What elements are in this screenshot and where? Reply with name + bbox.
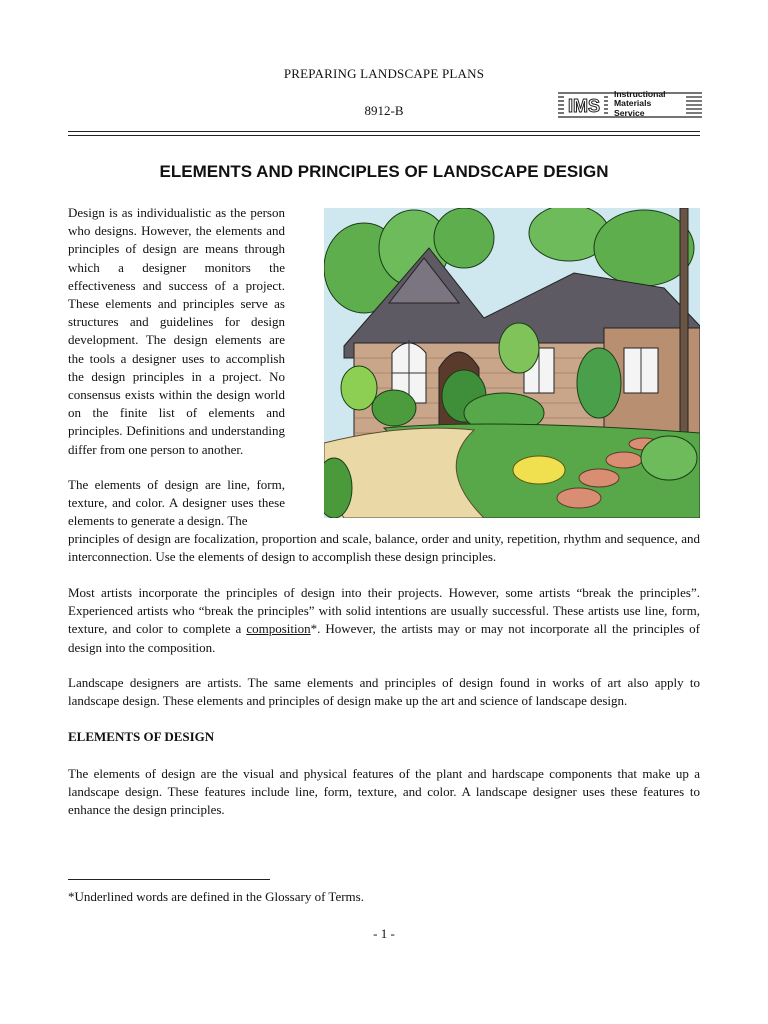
glossary-term-composition: composition [246, 621, 311, 637]
elements-paragraph-start: The elements of design are line, form, texture, and color. A designer uses these elements to generate a design. The [68, 477, 285, 529]
page-title: ELEMENTS AND PRINCIPLES OF LANDSCAPE DESIGN [159, 162, 609, 181]
logo-line-1: Instructional [614, 89, 666, 99]
page-number: - 1 - [373, 926, 395, 941]
artists-paragraph [68, 584, 700, 657]
artists-text-1: Most artists incorporate the principles of design into their projects. However, some artists “break the principles”. Experienced artists who “break the principles” with solid intentions are usually successful. These artists use line, form, texture, and color to complete a [68, 585, 700, 637]
section-heading-elements: ELEMENTS OF DESIGN [68, 729, 215, 744]
artists-text-2: *. However, the artists may or may not incorporate all the principles of design into the composition. [68, 621, 700, 655]
header-rule-bottom [68, 135, 700, 136]
footnote-rule [68, 879, 270, 880]
intro-paragraph: Design is as individualistic as the person who designs. However, the elements and principles of design are means through which a designer monitors the effectiveness and success of a project. These elements and principles serve as structures and guidelines for design development. The design elements are the tools a designer uses to accomplish the design principles in a project. No consensus exists within the design world on the finite list of elements and principles. Definitions and understanding differ from one person to another. [68, 205, 285, 457]
elements-of-design-paragraph: The elements of design are the visual and physical features of the plant and hardscape components that make up a landscape design. These features include line, form, texture, and color. A landscape designer uses these features to enhance the design principles. [68, 766, 700, 818]
logo-line-2: Materials [614, 98, 652, 109]
logo-letters: IMS [567, 96, 601, 116]
house-landscape-illustration [324, 208, 700, 518]
principles-paragraph: principles of design are focalization, proportion and scale, balance, order and unity, repetition, rhythm and sequence, and interconnection. Use the elements of design to accomplish these design principles. [68, 531, 700, 565]
landscape-designers-paragraph: Landscape designers are artists. The same elements and principles of design found in works of art also apply to landscape design. These elements and principles of design make up the art and science of landscape design. [68, 675, 700, 709]
logo-line-3: Service [614, 107, 645, 118]
ims-logo [558, 90, 702, 120]
logo-wordmark [614, 90, 666, 118]
footnote: *Underlined words are defined in the Glossary of Terms. [68, 889, 364, 904]
house-illustration-svg [324, 208, 700, 518]
running-header-title: PREPARING LANDSCAPE PLANS [283, 66, 485, 81]
header-rule-top [68, 131, 700, 132]
document-code: 8912-B [364, 103, 404, 118]
